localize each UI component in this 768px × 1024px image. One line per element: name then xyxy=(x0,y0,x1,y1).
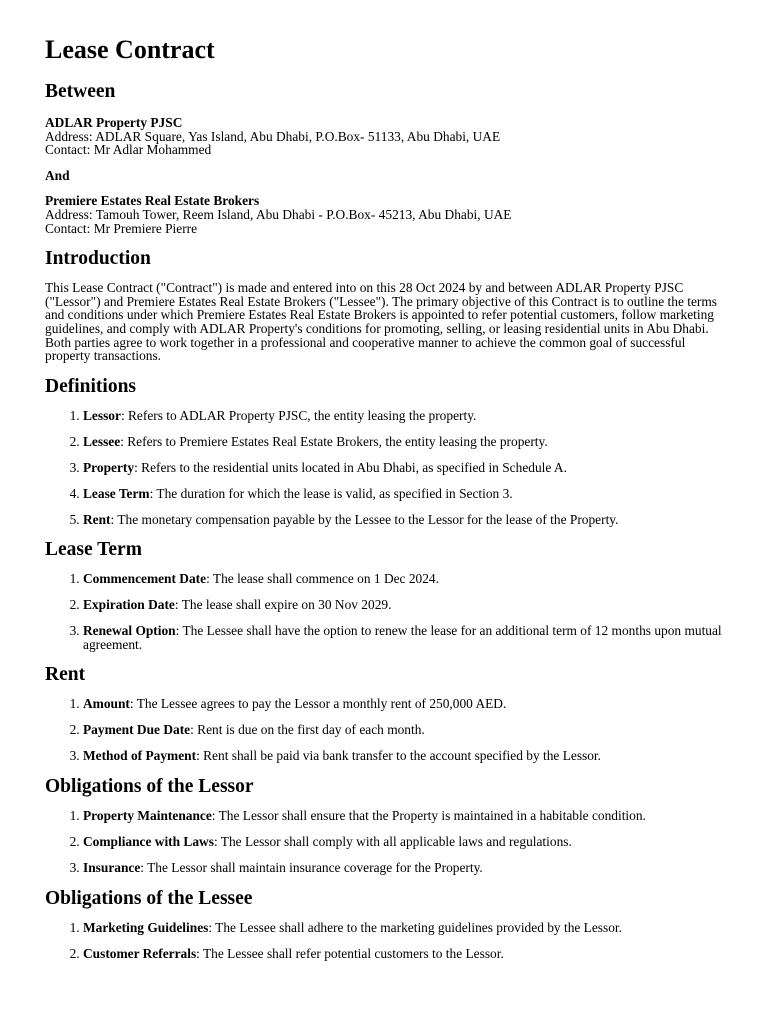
definition-term: Rent xyxy=(83,511,111,527)
lessor-party-block xyxy=(45,116,723,157)
lessor-obligation-item xyxy=(83,809,723,823)
lessor-obligation-term: Property Maintenance xyxy=(83,807,212,823)
rent-heading: Rent xyxy=(45,664,86,686)
document-title: Lease Contract xyxy=(45,35,215,64)
between-heading: Between xyxy=(45,81,116,102)
lessee-obligation-item xyxy=(83,947,723,961)
lessee-obligations-heading: Obligations of the Lessee xyxy=(45,887,253,909)
lessor-obligation-term: Insurance xyxy=(83,859,141,875)
definition-text: : Refers to Premiere Estates Real Estate Brokers, the entity leasing the property. xyxy=(120,433,548,449)
definition-text: : Refers to the residential units located in Abu Dhabi, as specified in Schedule A. xyxy=(134,459,567,475)
introduction-heading: Introduction xyxy=(45,248,151,270)
lessee-party-block xyxy=(45,194,723,235)
lessee-obligation-term: Customer Referrals xyxy=(83,945,197,961)
lease-term-item xyxy=(83,572,723,586)
lessee-obligation-text: : The Lessee shall adhere to the marketing guidelines provided by the Lessor. xyxy=(208,919,622,935)
rent-item xyxy=(83,749,723,763)
definition-term: Lessor xyxy=(83,407,121,423)
rent-item xyxy=(83,723,723,737)
lessee-contact: Contact: Mr Premiere Pierre xyxy=(45,220,198,236)
rent-text: : Rent shall be paid via bank transfer to the account specified by the Lessor. xyxy=(196,748,602,764)
lease-term-term: Expiration Date xyxy=(83,597,175,613)
definition-item xyxy=(83,487,723,501)
lessor-name: ADLAR Property PJSC xyxy=(45,115,183,130)
rent-text: : Rent is due on the first day of each month. xyxy=(190,722,425,738)
lessor-obligation-text: : The Lessor shall maintain insurance coverage for the Property. xyxy=(140,859,483,875)
and-label: And xyxy=(45,167,70,183)
definition-term: Lease Term xyxy=(83,485,150,501)
lease-term-term: Renewal Option xyxy=(83,623,176,639)
lease-term-term: Commencement Date xyxy=(83,571,207,587)
lessor-obligation-item xyxy=(83,835,723,849)
lessor-obligation-text: : The Lessor shall ensure that the Property is maintained in a habitable condition. xyxy=(211,807,646,823)
introduction-paragraph: This Lease Contract ("Contract") is made and entered into on this 28 Oct 2024 by and between ADLAR Property PJSC ("Lessor") and Premiere Estates Real Estate Brokers ("Lessee"). The primary objective of this Contract is to outline the terms and conditions under which Premiere Estates Real Estate Brokers is appointed to refer potential customers, follow marketing guidelines, and comply with ADLAR Property's conditions for promoting, selling, or leasing residential units in Abu Dhabi. Both parties agree to work together in a professional and cooperative manner to achieve the common goal of successful property transactions. xyxy=(45,280,717,364)
definitions-heading: Definitions xyxy=(45,375,137,397)
lessor-contact: Contact: Mr Adlar Mohammed xyxy=(45,142,212,158)
lessor-obligations-heading: Obligations of the Lessor xyxy=(45,775,254,797)
definition-item xyxy=(83,461,723,475)
lease-term-text: : The lease shall expire on 30 Nov 2029. xyxy=(174,597,392,613)
lease-term-text: : The Lessee shall have the option to renew the lease for an additional term of 12 months upon mutual agreement. xyxy=(83,623,722,652)
definition-text: : The monetary compensation payable by the Lessee to the Lessor for the lease of the Property. xyxy=(110,511,619,527)
lease-term-item xyxy=(83,598,723,612)
definitions-list xyxy=(45,409,723,527)
lessee-obligation-item xyxy=(83,921,723,935)
definition-item xyxy=(83,435,723,449)
lessee-obligation-text: : The Lessee shall refer potential customers to the Lessor. xyxy=(196,945,504,961)
lessor-obligation-text: : The Lessor shall comply with all applicable laws and regulations. xyxy=(213,833,572,849)
lessee-obligations-list xyxy=(45,921,723,961)
rent-term: Amount xyxy=(83,696,130,712)
definition-text: : Refers to ADLAR Property PJSC, the entity leasing the property. xyxy=(120,407,477,423)
lease-term-text: : The lease shall commence on 1 Dec 2024. xyxy=(206,571,439,587)
lessor-obligation-term: Compliance with Laws xyxy=(83,833,214,849)
definition-item xyxy=(83,513,723,527)
lease-term-heading: Lease Term xyxy=(45,539,142,561)
definition-term: Lessee xyxy=(83,433,121,449)
definition-term: Property xyxy=(83,459,135,475)
lessee-obligation-term: Marketing Guidelines xyxy=(83,919,209,935)
rent-text: : The Lessee agrees to pay the Lessor a monthly rent of 250,000 AED. xyxy=(129,696,507,712)
rent-list xyxy=(45,697,723,763)
rent-term: Method of Payment xyxy=(83,748,197,764)
lease-term-list xyxy=(45,572,723,651)
lessor-obligation-item xyxy=(83,861,723,875)
rent-term: Payment Due Date xyxy=(83,722,191,738)
lessor-obligations-list xyxy=(45,809,723,875)
lease-term-item xyxy=(83,624,723,651)
definition-text: : The duration for which the lease is valid, as specified in Section 3. xyxy=(149,485,513,501)
definition-item xyxy=(83,409,723,423)
lessee-address: Address: Tamouh Tower, Reem Island, Abu Dhabi - P.O.Box- 45213, Abu Dhabi, UAE xyxy=(45,206,512,222)
rent-item xyxy=(83,697,723,711)
lessor-address: Address: ADLAR Square, Yas Island, Abu Dhabi, P.O.Box- 51133, Abu Dhabi, UAE xyxy=(45,128,501,144)
lessee-name: Premiere Estates Real Estate Brokers xyxy=(45,193,260,209)
